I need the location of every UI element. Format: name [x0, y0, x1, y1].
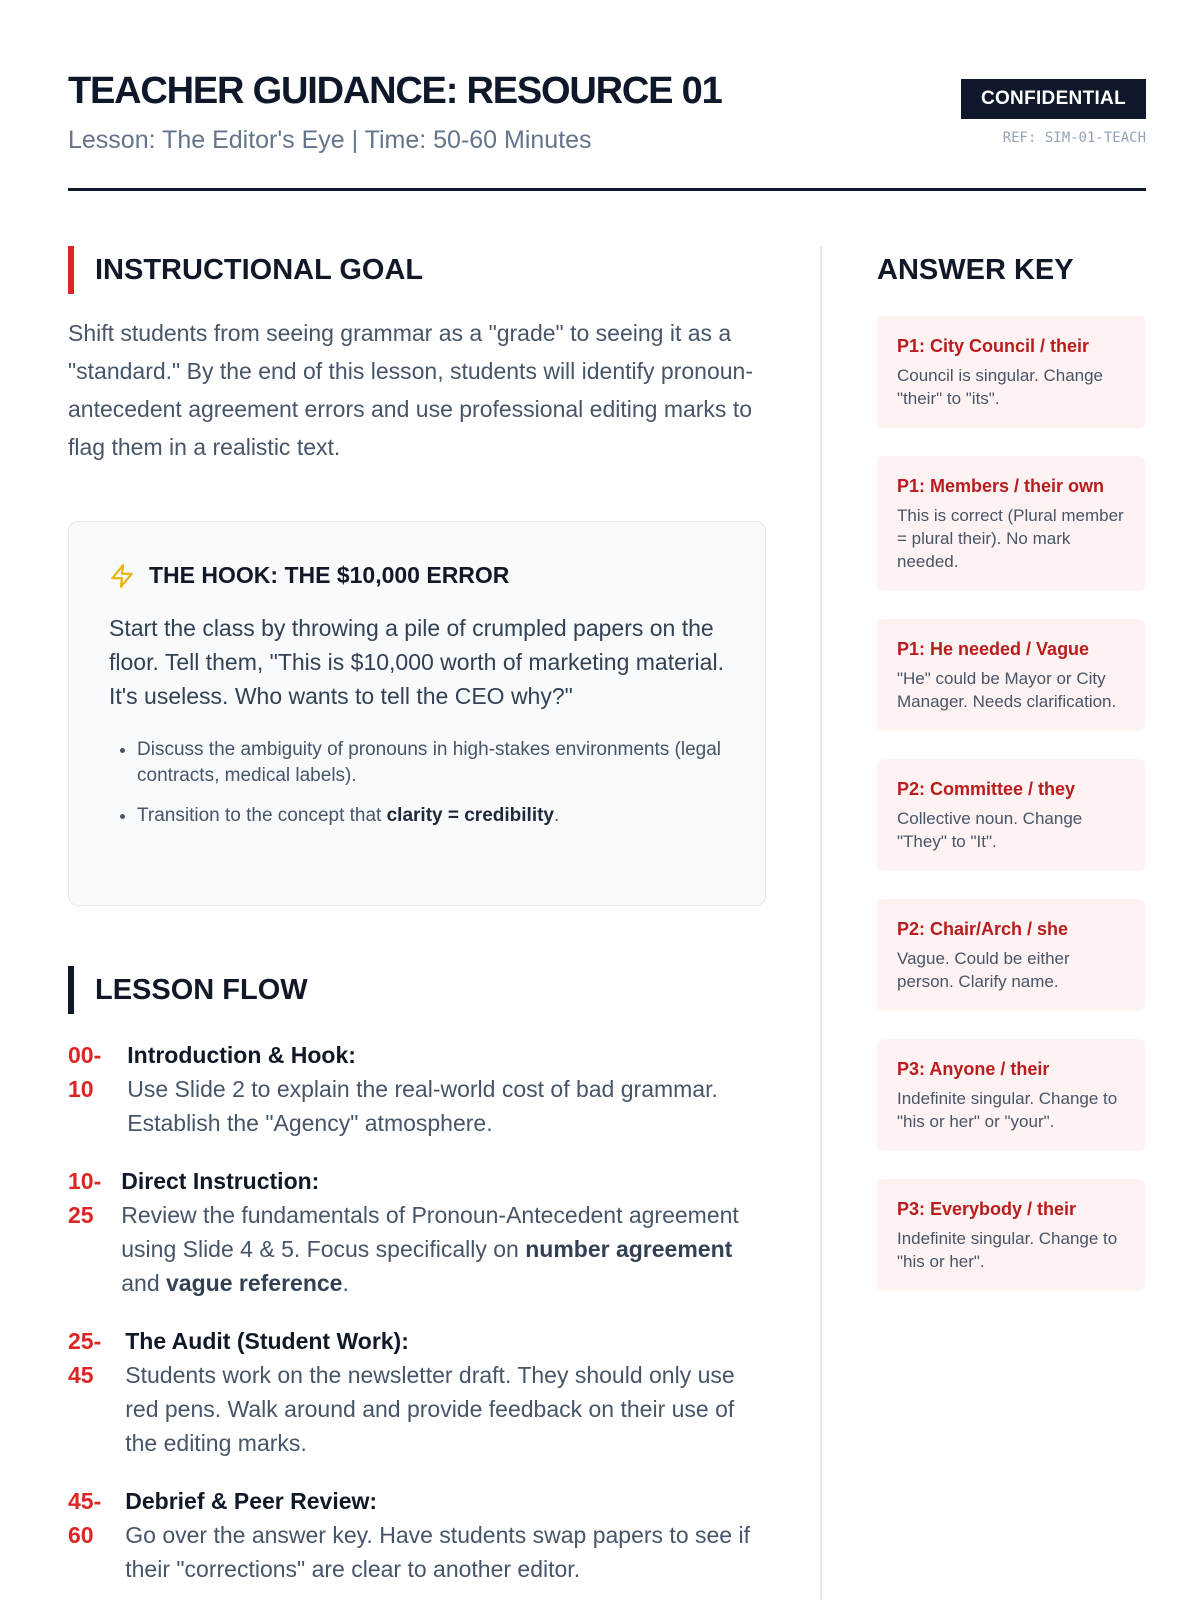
reference-code: REF: SIM-01-TEACH	[1002, 130, 1146, 146]
lesson-flow-list	[68, 1038, 768, 1586]
answer-key-card-title: P2: Chair/Arch / she	[897, 919, 1069, 939]
instructional-goal-title: INSTRUCTIONAL GOAL	[95, 254, 424, 286]
lesson-flow-item	[68, 1324, 768, 1460]
lesson-flow-title: LESSON FLOW	[95, 974, 308, 1006]
hook-callout	[68, 521, 766, 906]
confidential-badge: CONFIDENTIAL	[961, 79, 1146, 119]
flow-desc-text: .	[342, 1270, 349, 1296]
hook-title: THE HOOK: THE $10,000 ERROR	[149, 562, 510, 588]
answer-key-card-text: This is correct (Plural member = plural their). No mark needed.	[897, 506, 1124, 571]
lesson-flow-item	[68, 1038, 768, 1140]
answer-key-card-text: Indefinite singular. Change to "his or her".	[897, 1229, 1118, 1271]
flow-item-description: Students work on the newsletter draft. They should only use red pens. Walk around and provide feedback on their use of the editing marks.	[125, 1362, 735, 1456]
answer-key-card-title: P1: He needed / Vague	[897, 639, 1090, 659]
flow-time-range: 00- 10	[68, 1042, 102, 1102]
hook-bullet: • Discuss the ambiguity of pronouns in high-stakes environments (legal contracts, medical labels).	[137, 737, 725, 789]
answer-key-card	[877, 316, 1145, 428]
lesson-flow-section	[68, 966, 768, 1610]
answer-key-card	[877, 456, 1145, 591]
hook-lead-text: Start the class by throwing a pile of crumpled papers on the floor. Tell them, "This is $10,000 worth of marketing material. It's useless. Who wants to tell the CEO why?"	[109, 615, 724, 709]
flow-desc-emphasis: number agreement	[525, 1236, 733, 1262]
flow-desc-text: Review the fundamentals of Pronoun-Antecedent agreement using Slide 4 & 5. Focus specifically on	[121, 1202, 739, 1262]
lesson-flow-heading	[68, 966, 768, 1014]
flow-desc-text: and	[121, 1270, 167, 1296]
lightning-bolt-icon	[109, 563, 135, 589]
hook-title-row	[109, 562, 725, 589]
lesson-flow-item	[68, 1484, 768, 1586]
flow-item-body	[101, 1164, 768, 1300]
instructional-goal-heading	[68, 246, 768, 294]
hook-bullet-text: .	[554, 805, 560, 826]
page-title: TEACHER GUIDANCE: RESOURCE 01	[68, 70, 722, 112]
answer-key-card	[877, 899, 1145, 1011]
heading-accent-bar	[68, 966, 74, 1014]
flow-item-label: The Audit (Student Work):	[125, 1328, 409, 1354]
hook-bullet-list	[109, 737, 725, 829]
answer-key-card-text: Indefinite singular. Change to "his or her" or "your".	[897, 1089, 1118, 1131]
answer-key-card	[877, 619, 1145, 731]
instructional-goal-text: Shift students from seeing grammar as a "grade" to seeing it as a "standard." By the end of this lesson, students will identify pronoun-antecedent agreement errors and use professional editing marks to flag them in a realistic text.	[68, 320, 753, 460]
answer-key-card	[877, 1039, 1145, 1151]
answer-key-card-text: "He" could be Mayor or City Manager. Needs clarification.	[897, 669, 1117, 711]
header-divider	[68, 188, 1146, 191]
page-subtitle: Lesson: The Editor's Eye | Time: 50-60 Minutes	[68, 126, 592, 154]
answer-key-card-title: P3: Anyone / their	[897, 1059, 1050, 1079]
answer-key-card	[877, 759, 1145, 871]
answer-key-column	[877, 246, 1145, 1319]
flow-item-label: Introduction & Hook:	[127, 1042, 356, 1068]
answer-key-card-text: Vague. Could be either person. Clarify name.	[897, 949, 1070, 991]
flow-time-range: 25- 45	[68, 1328, 102, 1388]
flow-time-range: 45- 60	[68, 1488, 102, 1548]
flow-item-body	[101, 1324, 768, 1460]
hook-bullet-text: Transition to the concept that	[137, 805, 387, 826]
flow-item-body	[101, 1484, 768, 1586]
answer-key-card-text: Collective noun. Change "They" to "It".	[897, 809, 1083, 851]
answer-key-card-title: P1: Members / their own	[897, 476, 1105, 496]
hook-bullet	[137, 803, 725, 829]
hook-bullet-emphasis: clarity = credibility	[386, 805, 554, 826]
heading-accent-bar	[68, 246, 74, 294]
answer-key-card-title: P3: Everybody / their	[897, 1199, 1077, 1219]
flow-item-description: Use Slide 2 to explain the real-world cost of bad grammar. Establish the "Agency" atmosphere.	[127, 1076, 718, 1136]
lesson-flow-item	[68, 1164, 768, 1300]
answer-key-card-title: P2: Committee / they	[897, 779, 1076, 799]
answer-key-card	[877, 1179, 1145, 1291]
flow-item-label: Direct Instruction:	[121, 1168, 320, 1194]
flow-item-description	[121, 1198, 768, 1300]
answer-key-card-text: Council is singular. Change "their" to "its".	[897, 366, 1104, 408]
flow-item-body	[101, 1038, 768, 1140]
answer-key-heading: ANSWER KEY	[877, 254, 1074, 286]
flow-item-label: Debrief & Peer Review:	[125, 1488, 378, 1514]
flow-desc-emphasis: vague reference	[166, 1270, 343, 1296]
main-column	[68, 246, 768, 1582]
flow-item-description: Go over the answer key. Have students swap papers to see if their "corrections" are clear to another editor.	[125, 1522, 750, 1582]
answer-key-card-title: P1: City Council / their	[897, 336, 1090, 356]
answer-key-list	[877, 316, 1145, 1291]
column-divider	[820, 246, 822, 1600]
flow-time-range: 10- 25	[68, 1168, 102, 1228]
